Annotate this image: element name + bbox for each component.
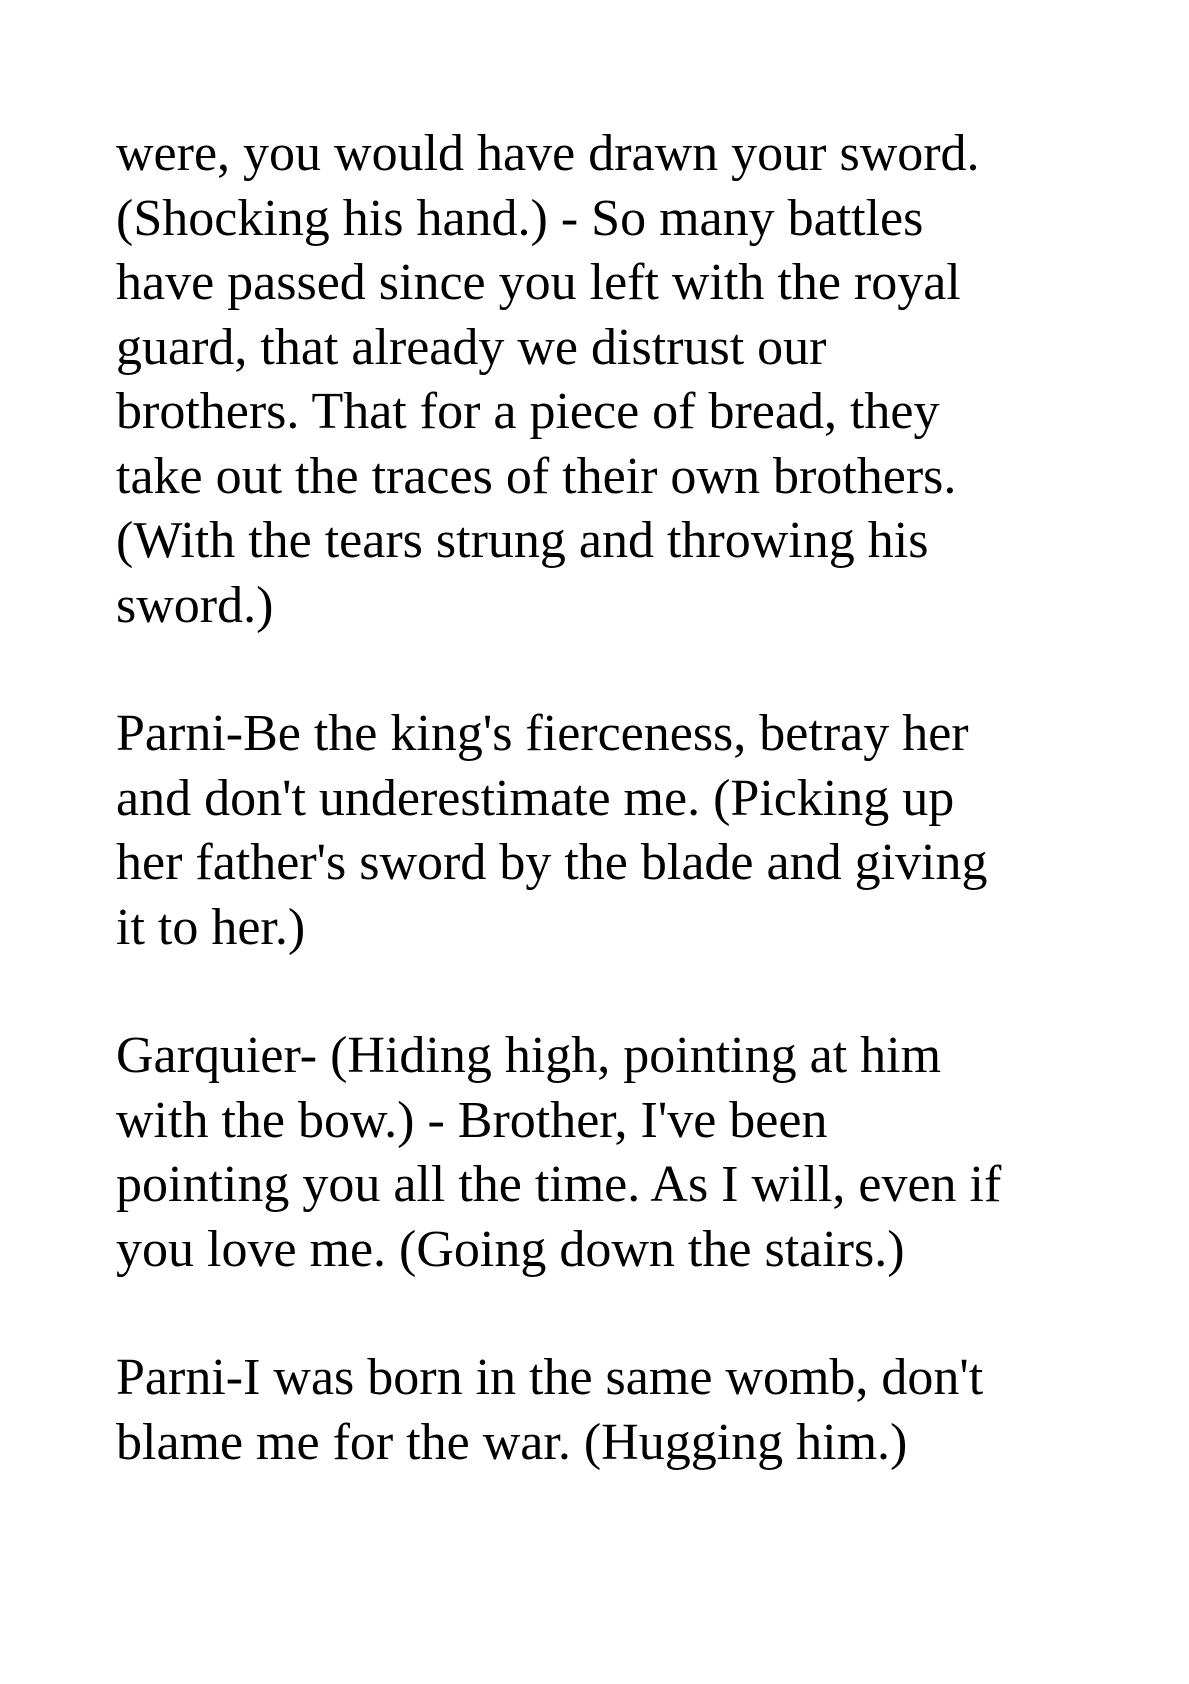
text-line: and don't underestimate me. (Picking up: [116, 769, 955, 827]
text-line: you love me. (Going down the stairs.): [116, 1220, 905, 1278]
text-line: her father's sword by the blade and giving: [116, 834, 988, 891]
text-line: sword.): [116, 576, 274, 634]
text-line: with the bow.) - Brother, I've been: [116, 1091, 828, 1149]
text-line: blame me for the war. (Hugging him.): [116, 1413, 908, 1471]
paragraph-narration: [116, 122, 1116, 638]
text-line: Parni-I was born in the same womb, don't: [116, 1349, 984, 1406]
text-line: Garquier- (Hiding high, pointing at him: [116, 1027, 942, 1084]
text-line: have passed since you left with the royal: [116, 254, 961, 311]
text-line: brothers. That for a piece of bread, they: [116, 383, 940, 440]
paragraph-parni-1: [116, 702, 1116, 960]
paragraph-parni-2: [116, 1346, 1116, 1475]
text-line: it to her.): [116, 898, 306, 956]
text-line: were, you would have drawn your sword.: [116, 125, 980, 182]
paragraph-garquier: [116, 1024, 1116, 1282]
text-line: take out the traces of their own brothers.: [116, 447, 957, 505]
text-line: Parni-Be the king's fierceness, betray her: [116, 705, 969, 762]
text-line: (With the tears strung and throwing his: [116, 512, 929, 569]
document-page: [116, 122, 1116, 1539]
text-line: pointing you all the time. As I will, even if: [116, 1156, 1002, 1213]
text-line: (Shocking his hand.) - So many battles: [116, 189, 924, 247]
text-line: guard, that already we distrust our: [116, 318, 827, 376]
